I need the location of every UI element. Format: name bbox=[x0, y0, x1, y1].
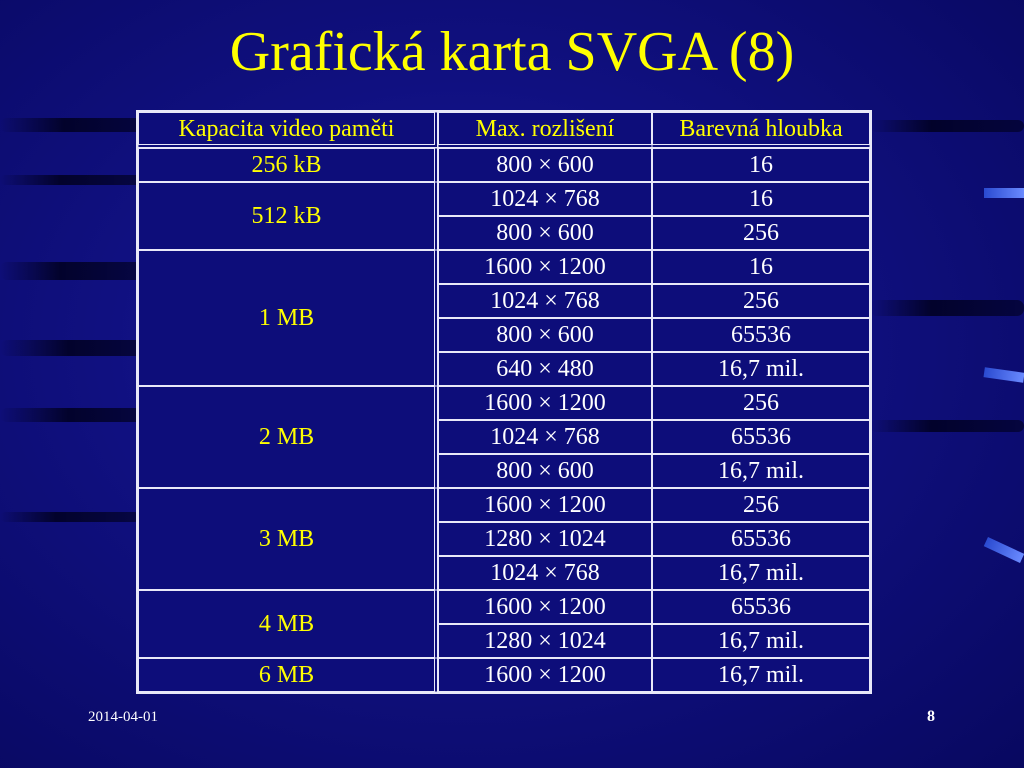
resolution-cell: 1024 × 768 bbox=[438, 556, 652, 590]
memory-capacity-cell: 4 MB bbox=[138, 590, 438, 658]
background-streak bbox=[0, 175, 150, 185]
color-depth-cell: 256 bbox=[652, 284, 870, 318]
column-header-color-depth: Barevná hloubka bbox=[652, 112, 870, 148]
color-depth-cell: 65536 bbox=[652, 420, 870, 454]
background-streak bbox=[0, 262, 150, 280]
table-row bbox=[138, 148, 870, 182]
color-depth-cell: 256 bbox=[652, 386, 870, 420]
table-row bbox=[138, 182, 870, 216]
background-accent bbox=[984, 188, 1024, 198]
resolution-cell: 800 × 600 bbox=[438, 454, 652, 488]
resolution-cell: 640 × 480 bbox=[438, 352, 652, 386]
memory-capacity-cell: 256 kB bbox=[138, 148, 438, 182]
resolution-cell: 1600 × 1200 bbox=[438, 658, 652, 692]
resolution-cell: 1024 × 768 bbox=[438, 182, 652, 216]
resolution-cell: 1280 × 1024 bbox=[438, 624, 652, 658]
color-depth-cell: 16 bbox=[652, 182, 870, 216]
page-number: 8 bbox=[927, 708, 935, 725]
color-depth-cell: 16 bbox=[652, 148, 870, 182]
memory-capacity-cell: 512 kB bbox=[138, 182, 438, 250]
column-header-resolution: Max. rozlišení bbox=[438, 112, 652, 148]
table-row bbox=[138, 658, 870, 692]
color-depth-cell: 16 bbox=[652, 250, 870, 284]
table-row bbox=[138, 386, 870, 420]
resolution-cell: 1280 × 1024 bbox=[438, 522, 652, 556]
color-depth-cell: 16,7 mil. bbox=[652, 624, 870, 658]
color-depth-cell: 65536 bbox=[652, 318, 870, 352]
table-row bbox=[138, 488, 870, 522]
resolution-cell: 800 × 600 bbox=[438, 148, 652, 182]
table-header-row bbox=[138, 112, 870, 148]
resolution-cell: 1600 × 1200 bbox=[438, 488, 652, 522]
resolution-cell: 1024 × 768 bbox=[438, 420, 652, 454]
slide-title: Grafická karta SVGA (8) bbox=[229, 21, 795, 83]
color-depth-cell: 16,7 mil. bbox=[652, 454, 870, 488]
background-streak bbox=[870, 420, 1024, 432]
column-header-capacity: Kapacita video paměti bbox=[138, 112, 438, 148]
table-row bbox=[138, 250, 870, 284]
color-depth-cell: 16,7 mil. bbox=[652, 658, 870, 692]
memory-capacity-cell: 6 MB bbox=[138, 658, 438, 692]
color-depth-cell: 256 bbox=[652, 216, 870, 250]
memory-capacity-cell: 3 MB bbox=[138, 488, 438, 590]
background-streak bbox=[0, 512, 140, 522]
background-streak bbox=[870, 300, 1024, 316]
color-depth-cell: 65536 bbox=[652, 590, 870, 624]
color-depth-cell: 16,7 mil. bbox=[652, 352, 870, 386]
resolution-cell: 1600 × 1200 bbox=[438, 250, 652, 284]
table-row bbox=[138, 590, 870, 624]
resolution-cell: 1600 × 1200 bbox=[438, 386, 652, 420]
resolution-cell: 800 × 600 bbox=[438, 318, 652, 352]
background-accent bbox=[983, 367, 1024, 382]
memory-capacity-cell: 2 MB bbox=[138, 386, 438, 488]
background-streak bbox=[870, 120, 1024, 132]
color-depth-cell: 16,7 mil. bbox=[652, 556, 870, 590]
memory-capacity-cell: 1 MB bbox=[138, 250, 438, 386]
resolution-cell: 1024 × 768 bbox=[438, 284, 652, 318]
footer-date: 2014-04-01 bbox=[88, 709, 158, 725]
resolution-cell: 800 × 600 bbox=[438, 216, 652, 250]
resolution-cell: 1600 × 1200 bbox=[438, 590, 652, 624]
specs-table bbox=[136, 110, 872, 694]
color-depth-cell: 65536 bbox=[652, 522, 870, 556]
background-accent bbox=[984, 537, 1024, 563]
color-depth-cell: 256 bbox=[652, 488, 870, 522]
